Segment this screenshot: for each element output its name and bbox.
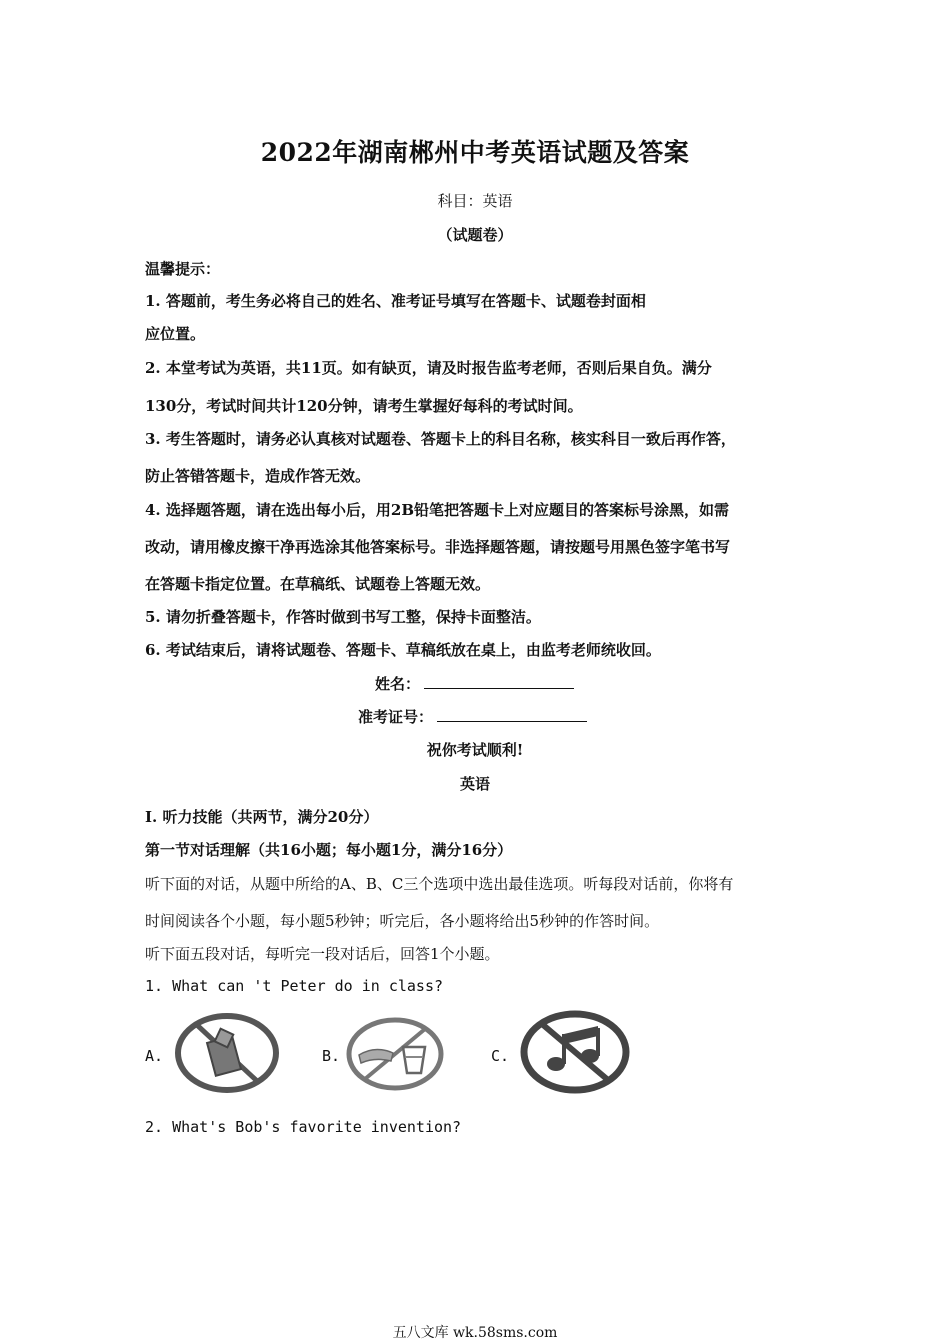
notice-line: 6. 考试结束后，请将试题卷、答题卡、草稿纸放在桌上，由监考老师统收回。 (145, 641, 661, 659)
notice-line: 4. 选择题答题，请在选出每小后，用2B铅笔把答题卡上对应题目的答案标号涂黑，如需 (145, 501, 730, 519)
exam-id-field (358, 706, 587, 727)
notice-line: 2. 本堂考试为英语，共11页。如有缺页，请及时报告监考老师，否则后果自负。满分 (145, 359, 712, 377)
notice-line: 防止答错答题卡，造成作答无效。 (145, 467, 371, 485)
part-heading: I. 听力技能（共两节，满分20分） (145, 808, 379, 826)
option-a-label: A. (145, 1047, 164, 1065)
option-c-label: C. (491, 1047, 510, 1065)
no-music-sign-icon (520, 1010, 630, 1095)
instruction-line: 听下面的对话，从题中所给的A、B、C三个选项中选出最佳选项。听每段对话前，你将有 (145, 875, 734, 893)
footer-watermark: 五八文库 wk.58sms.com (392, 1325, 558, 1341)
name-label: 姓名： (375, 675, 421, 693)
subject-line: 科目：英语 (437, 192, 513, 210)
name-field (375, 673, 574, 694)
no-litter-sign-icon (175, 1013, 280, 1093)
section-subject: 英语 (459, 775, 490, 793)
section-heading: 第一节对话理解（共16小题；每小题1分，满分16分） (145, 841, 513, 859)
good-luck-text: 祝你考试顺利! (426, 741, 524, 759)
notice-line: 1. 答题前，考生务必将自己的姓名、准考证号填写在答题卡、试题卷封面相 (145, 292, 646, 310)
instruction-line: 时间阅读各个小题，每小题5秒钟；听完后，各小题将给出5秒钟的作答时间。 (145, 912, 660, 930)
notice-line: 改动，请用橡皮擦干净再选涂其他答案标号。非选择题答题，请按题号用黑色签字笔书写 (145, 538, 731, 556)
page-title: 2022年湖南郴州中考英语试题及答案 (260, 138, 690, 167)
exam-id-label: 准考证号： (358, 708, 434, 726)
paper-type: （试题卷） (437, 226, 513, 244)
exam-id-blank (437, 707, 587, 722)
no-food-drink-sign-icon (345, 1017, 445, 1092)
option-b-label: B. (322, 1047, 341, 1065)
notice-line: 应位置。 (145, 325, 206, 343)
instruction-line: 听下面五段对话，每听完一段对话后，回答1个小题。 (145, 945, 500, 963)
question-2: 2. What's Bob's favorite invention? (145, 1118, 462, 1136)
notice-line: 5. 请勿折叠答题卡，作答时做到书写工整，保持卡面整洁。 (145, 608, 541, 626)
notice-heading: 温馨提示： (145, 260, 221, 278)
question-1: 1. What can 't Peter do in class? (145, 977, 444, 995)
notice-line: 3. 考生答题时，请务必认真核对试题卷、答题卡上的科目名称，核实科目一致后再作答， (145, 430, 736, 448)
name-blank (424, 674, 574, 689)
notice-line: 130分，考试时间共计120分钟，请考生掌握好每科的考试时间。 (145, 397, 583, 415)
notice-line: 在答题卡指定位置。在草稿纸、试题卷上答题无效。 (145, 575, 491, 593)
